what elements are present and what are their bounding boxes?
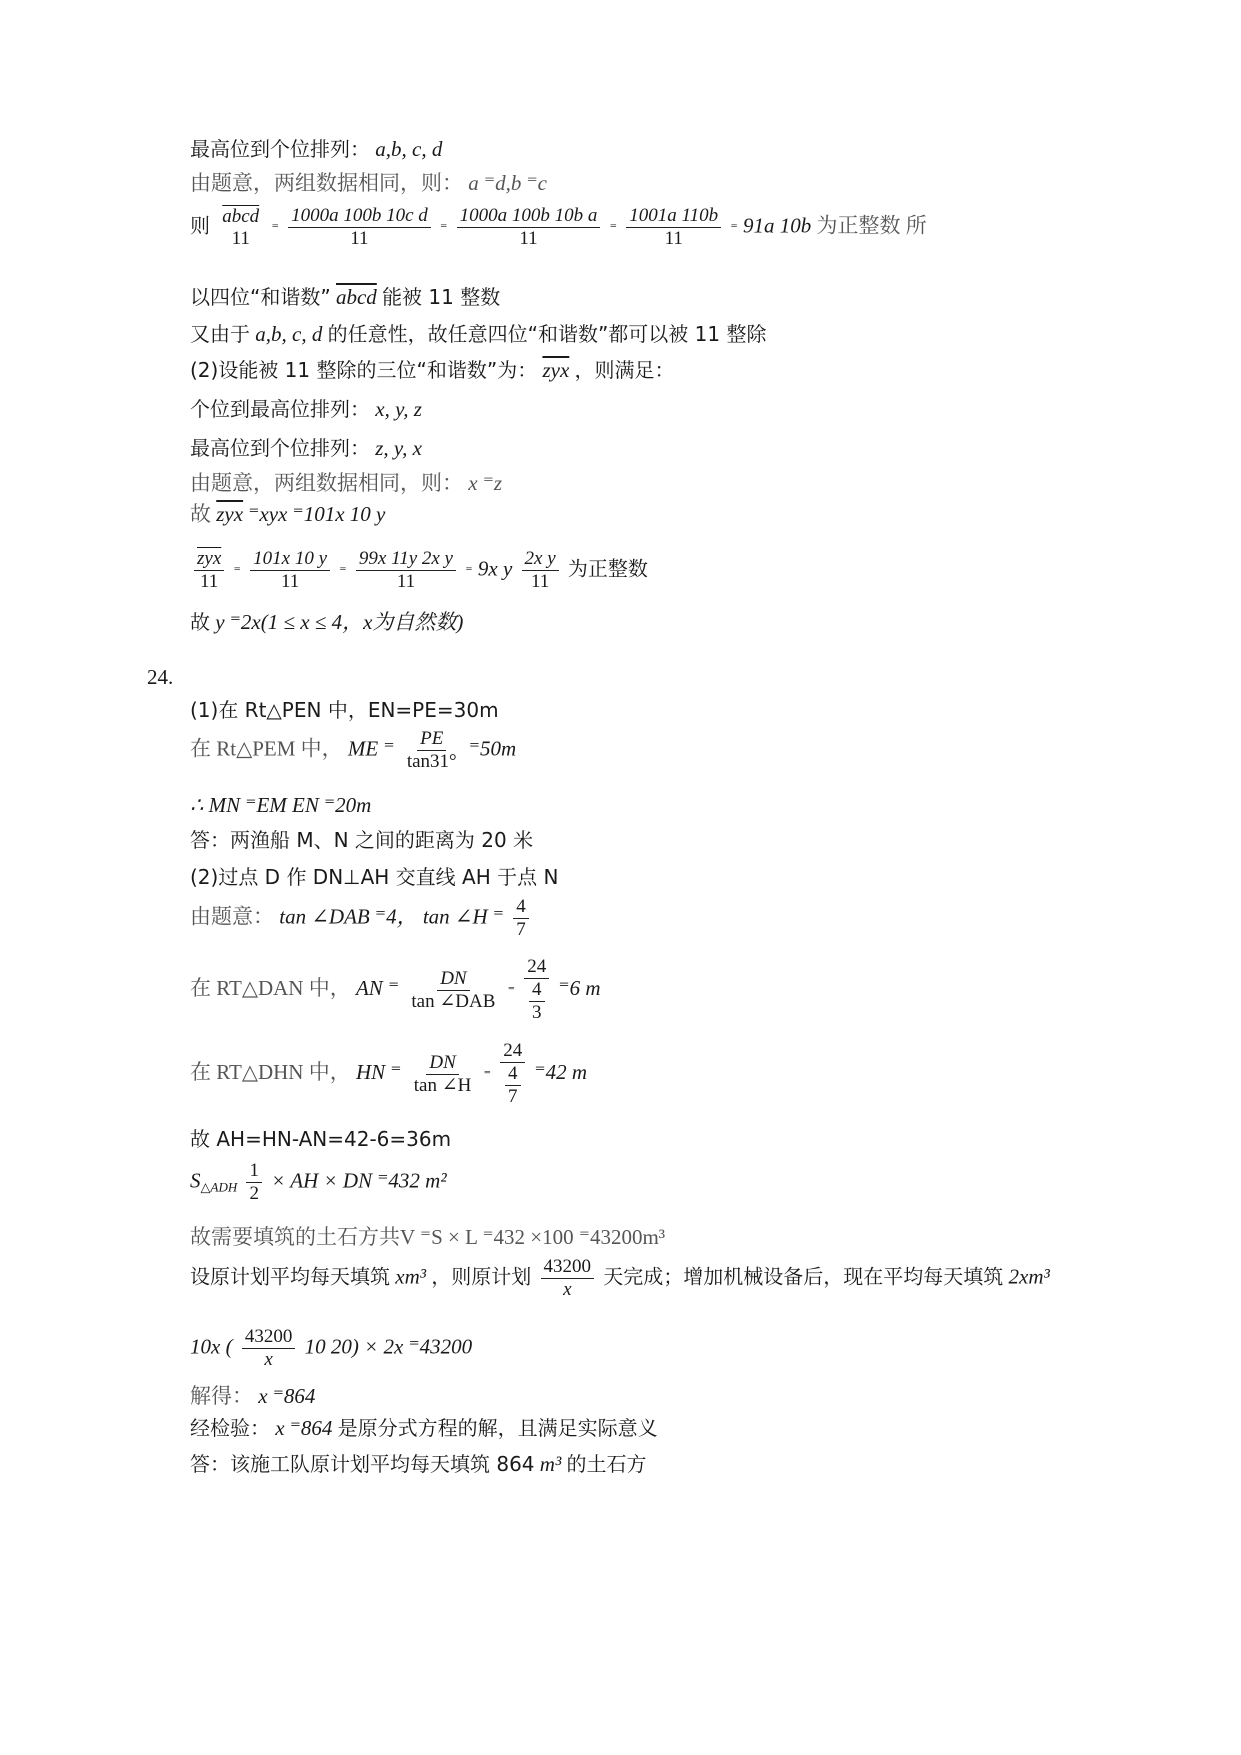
math-expr: 91a 10b xyxy=(743,213,812,238)
math-expr: ∴ MN ⁼EM EN ⁼20m xyxy=(190,793,372,817)
text: 在 RT△DHN 中， xyxy=(190,1059,351,1084)
fraction-denominator: 11 xyxy=(231,227,250,249)
text: 的土石方 xyxy=(566,1452,647,1476)
fraction xyxy=(250,548,330,593)
text: ，则原计划 xyxy=(431,1264,532,1289)
prefix-text: 故 xyxy=(190,610,210,634)
q24-line-7: 在 RT△DAN 中， AN ⁼ $\frac{DN}{\text{tan ∠DAB}}$ ⁼ $\frac{24}{\frac{4}{3}}$ ⁼6 m xyxy=(190,956,601,1023)
label-text: 最高位到个位排列： xyxy=(190,137,370,161)
math-expr: a,b, c, d xyxy=(255,322,323,346)
text: 故需要填筑的土石方共V ⁼S × L ⁼432 ×100 ⁼43200m³ xyxy=(190,1225,666,1249)
fraction xyxy=(194,548,224,593)
math-expr: a,b, c, d xyxy=(375,137,443,161)
math-expr: AN ⁼ xyxy=(355,975,400,1000)
math-expr: $\overline{zyx}$ xyxy=(542,358,570,382)
q24-line-1 xyxy=(190,697,499,723)
line-expansion xyxy=(190,501,385,527)
q24-line-11 xyxy=(190,1224,665,1250)
math-expr: ME ⁼ xyxy=(347,736,395,761)
label-text: 最高位到个位排列： xyxy=(190,436,370,460)
math-expr: $\overline{zyx}$ xyxy=(216,502,244,526)
fraction-numerator: 101x 10 y xyxy=(250,548,330,571)
fraction-numerator: 1000a 100b 10c d xyxy=(288,205,431,228)
q24-line-12 xyxy=(190,1256,1050,1301)
line-part2-setup xyxy=(190,357,675,383)
fraction-denominator: 11 xyxy=(664,228,683,249)
fraction-denominator: 11 xyxy=(530,571,550,592)
fraction-numerator: 1 xyxy=(246,1160,262,1183)
line-units-to-highest xyxy=(190,396,422,422)
q24-line-3 xyxy=(190,792,371,818)
text: 故 AH=HN-AN=42-6=36m xyxy=(190,1127,452,1151)
math-expr: 10 20) × 2x ⁼43200 xyxy=(304,1334,473,1359)
compound-fraction xyxy=(524,956,549,1024)
q24-line-16 xyxy=(190,1451,647,1477)
line-divisible xyxy=(190,284,500,310)
fraction xyxy=(242,1326,296,1371)
fraction-denominator: 7 xyxy=(516,919,526,940)
math-expr: ⁼6 m xyxy=(558,975,601,1000)
q24-line-4 xyxy=(190,827,533,853)
label-text: 个位到最高位排列： xyxy=(190,397,370,421)
fraction-denominator xyxy=(526,979,548,1024)
text: 设原计划平均每天填筑 xyxy=(190,1264,390,1289)
math-expr: ⁼xyx ⁼101x 10 y xyxy=(248,502,386,526)
fraction xyxy=(626,205,721,250)
fraction-denominator: tan31° xyxy=(406,751,457,772)
fraction-numerator: DN xyxy=(437,968,469,991)
math-expr: m³ xyxy=(539,1452,562,1476)
compound-fraction xyxy=(500,1040,525,1108)
math-expr: a ⁼d,b ⁼c xyxy=(468,171,547,195)
text: 又由于 xyxy=(190,322,250,346)
fraction xyxy=(246,1160,262,1205)
text: 的任意性，故任意四位“和谐数”都可以被 11 整除 xyxy=(327,322,767,346)
fraction xyxy=(513,896,529,941)
math-expr: × AH × DN ⁼432 m² xyxy=(271,1168,447,1193)
line-highest-to-units-2 xyxy=(190,435,422,461)
line-fraction-derivation-2: $\frac{\overline{zyx}}{11}$ ⁼ $\frac{101x 10 y}{11}$ ⁼ $\frac{\text{99x 11y 2x y}}{11}$ ⁼ 9x y $\frac{\text{2x y}}{11}$ 为正整数 xyxy=(190,548,648,593)
fraction-numerator: 4 xyxy=(513,896,529,919)
fraction-numerator: 99x 11y 2x y xyxy=(356,548,456,571)
fraction-numerator: 43200 xyxy=(242,1326,296,1349)
q24-line-15 xyxy=(190,1415,658,1441)
q24-line-6 xyxy=(190,896,533,941)
fraction-denominator: 11 xyxy=(396,571,416,592)
text: (2)设能被 11 整除的三位“和谐数”为： xyxy=(190,358,538,382)
q24-line-9 xyxy=(190,1126,451,1152)
fraction xyxy=(541,1256,595,1301)
fraction-numerator: $\overline{zyx}$ xyxy=(194,548,224,571)
tail-text: 为正整数 所 xyxy=(816,213,927,238)
fraction-denominator: 11 xyxy=(519,228,538,249)
fraction xyxy=(219,206,262,250)
math-expr: 2xm³ xyxy=(1008,1264,1050,1289)
q24-line-14 xyxy=(190,1383,315,1409)
prefix-text: 故 xyxy=(190,502,211,526)
math-expr: S xyxy=(190,1168,201,1193)
q24-line-13 xyxy=(190,1326,472,1371)
fraction-denominator xyxy=(502,1063,524,1108)
inner-numerator: 4 xyxy=(505,1063,521,1086)
fraction-denominator: 11 xyxy=(280,571,300,592)
fraction-numerator: 43200 xyxy=(541,1256,595,1279)
fraction-numerator: PE xyxy=(417,728,446,751)
fraction xyxy=(356,548,456,593)
text: 解得： xyxy=(190,1384,253,1408)
math-expr: 10x ( xyxy=(190,1334,233,1359)
text: 由题意： xyxy=(190,904,274,929)
math-expr: x ⁼z xyxy=(468,471,503,495)
q24-line-10 xyxy=(190,1160,447,1205)
line-arbitrariness xyxy=(190,321,766,347)
math-expr: HN ⁼ xyxy=(355,1059,402,1084)
fraction-numerator: DN xyxy=(426,1052,458,1075)
fraction xyxy=(522,548,559,593)
text: 能被 11 整数 xyxy=(382,285,501,309)
fraction xyxy=(408,968,498,1013)
math-expr: abcd xyxy=(335,285,377,309)
text: 在 Rt△PEM 中， xyxy=(190,736,343,761)
math-expr: y ⁼2x(1 ≤ x ≤ 4，x为自然数) xyxy=(215,610,464,634)
fraction-denominator: 2 xyxy=(249,1183,259,1204)
q24-line-8: 在 RT△DHN 中， HN ⁼ $\frac{DN}{\tan \angle H}$ ⁼ $\frac{24}{\frac{4}{7}}$ ⁼42 m xyxy=(190,1040,587,1107)
tail-text: 为正整数 xyxy=(567,556,648,581)
fraction xyxy=(457,205,601,250)
fraction-numerator: abcd xyxy=(222,205,260,227)
fraction xyxy=(288,205,431,250)
math-expr: x ⁼864 xyxy=(275,1416,333,1440)
line-fraction-derivation: 则 abcd 11 ⁼ $\frac{\text{1000a 100b 10c d}}{11}$ ⁼ $\frac{\text{1000a 100b 10b a}}{11}$ ⁼ $\frac{1001a 110b}{11}$ ⁼ 91a 10b 为正整数 所 xyxy=(190,205,927,249)
fraction-numerator: 2x y xyxy=(522,548,559,571)
text: 经检验： xyxy=(190,1416,270,1440)
math-expr: tan ∠DAB ⁼4， tan ∠H ⁼ xyxy=(279,904,505,929)
fraction-numerator: 1001a 110b xyxy=(626,205,721,228)
inner-denominator: 7 xyxy=(508,1086,518,1107)
text: 天完成；增加机械设备后，现在平均每天填筑 xyxy=(603,1264,1004,1289)
line-conclusion-y xyxy=(190,609,463,635)
subscript: △ADH xyxy=(200,1179,238,1195)
math-expr: ⁼42 m xyxy=(534,1059,587,1084)
prefix-text: 则 xyxy=(190,213,210,238)
fraction-denominator: 11 xyxy=(350,228,369,249)
label-text: 由题意，两组数据相同，则： xyxy=(190,471,463,495)
fraction-denominator: 11 xyxy=(199,571,219,592)
fraction-numerator: 24 xyxy=(524,956,549,979)
fraction-denominator: tan ∠DAB xyxy=(411,990,496,1012)
fraction xyxy=(411,1052,475,1097)
math-expr: 9x y xyxy=(477,556,513,581)
text: ，则满足： xyxy=(574,358,675,382)
fraction-numerator: 24 xyxy=(500,1040,525,1063)
fraction-denominator: x xyxy=(264,1349,273,1370)
inner-denominator: 3 xyxy=(532,1002,542,1023)
inner-numerator: 4 xyxy=(529,979,545,1002)
q24-line-5 xyxy=(190,864,558,890)
question-number: 24. xyxy=(147,665,174,689)
text: (2)过点 D 作 DN⊥AH 交直线 AH 于点 N xyxy=(190,865,559,889)
math-expr: ⁼50m xyxy=(468,736,517,761)
math-expr: x ⁼864 xyxy=(258,1384,316,1408)
text: 答：两渔船 M、N 之间的距离为 20 米 xyxy=(190,828,534,852)
q24-line-2 xyxy=(190,728,516,773)
label-text: 由题意，两组数据相同，则： xyxy=(190,171,463,195)
fraction-denominator: tan ∠H xyxy=(413,1074,472,1096)
math-expr: z, y, x xyxy=(375,436,422,460)
fraction-denominator: x xyxy=(563,1279,572,1300)
text: 在 RT△DAN 中， xyxy=(190,975,351,1000)
line-same-data xyxy=(190,170,547,196)
fraction xyxy=(404,728,460,773)
text: 以四位“和谐数” xyxy=(190,285,331,309)
text: 答：该施工队原计划平均每天填筑 864 xyxy=(190,1452,535,1476)
math-expr: xm³ xyxy=(395,1264,427,1289)
line-same-data-2 xyxy=(190,470,502,496)
text: 是原分式方程的解，且满足实际意义 xyxy=(337,1416,658,1440)
line-highest-to-units xyxy=(190,136,442,162)
math-expr: x, y, z xyxy=(375,397,422,421)
fraction-numerator: 1000a 100b 10b a xyxy=(457,205,601,228)
text: (1)在 Rt△PEN 中，EN=PE=30m xyxy=(190,698,499,722)
